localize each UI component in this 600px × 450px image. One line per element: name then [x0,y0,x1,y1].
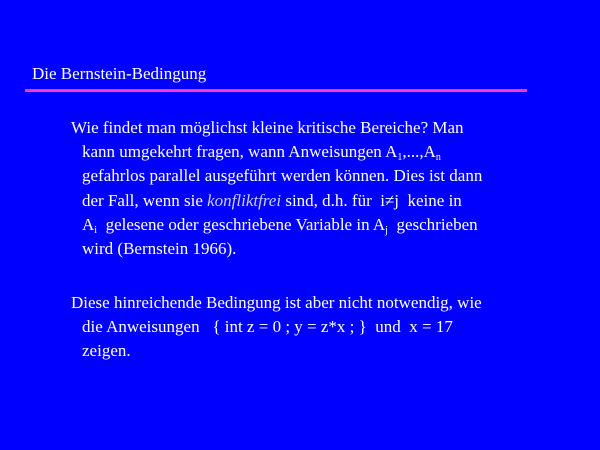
paragraph1-line4 [71,189,571,213]
paragraph-bernstein-condition [71,116,571,261]
paragraph-counterexample [71,291,571,364]
text-segment: sind, d.h. für i≠j keine in [281,190,462,210]
subscript: n [435,152,441,164]
paragraph1-line1: Wie findet man möglichst kleine kritische Bereiche? Man [71,118,464,137]
paragraph2-line1: Diese hinreichende Bedingung ist aber nicht notwendig, wie [71,293,482,312]
text-segment: ,...,A [402,142,436,162]
text-segment: A [82,214,95,234]
text-segment: kann umgekehrt fragen, wann Anweisungen A [82,142,398,162]
paragraph1-line5 [71,213,571,237]
subscript: 1 [397,152,403,164]
text-segment: gelesene oder geschriebene Variable in A [97,214,386,234]
paragraph2-line3: zeigen. [82,341,131,361]
paragraph1-line6: wird (Bernstein 1966). [82,238,237,258]
text-segment: die Anweisungen [82,317,209,337]
emphasis-konfliktfrei: konfliktfrei [207,190,282,210]
text-segment: der Fall, wenn sie [82,190,208,210]
text-segment: geschrieben [387,214,478,234]
subscript: j [385,224,388,236]
paragraph2-line2 [71,315,571,339]
title-underline [25,89,527,92]
paragraph1-line3: gefahrlos parallel ausgeführt werden können. Dies ist dann [82,166,483,186]
slide-title: Die Bernstein-Bedingung [32,64,207,83]
paragraph1-line2 [71,140,571,164]
subscript: i [94,224,98,236]
code-example: { int z = 0 ; y = z*x ; } und x = 17 [208,317,453,337]
